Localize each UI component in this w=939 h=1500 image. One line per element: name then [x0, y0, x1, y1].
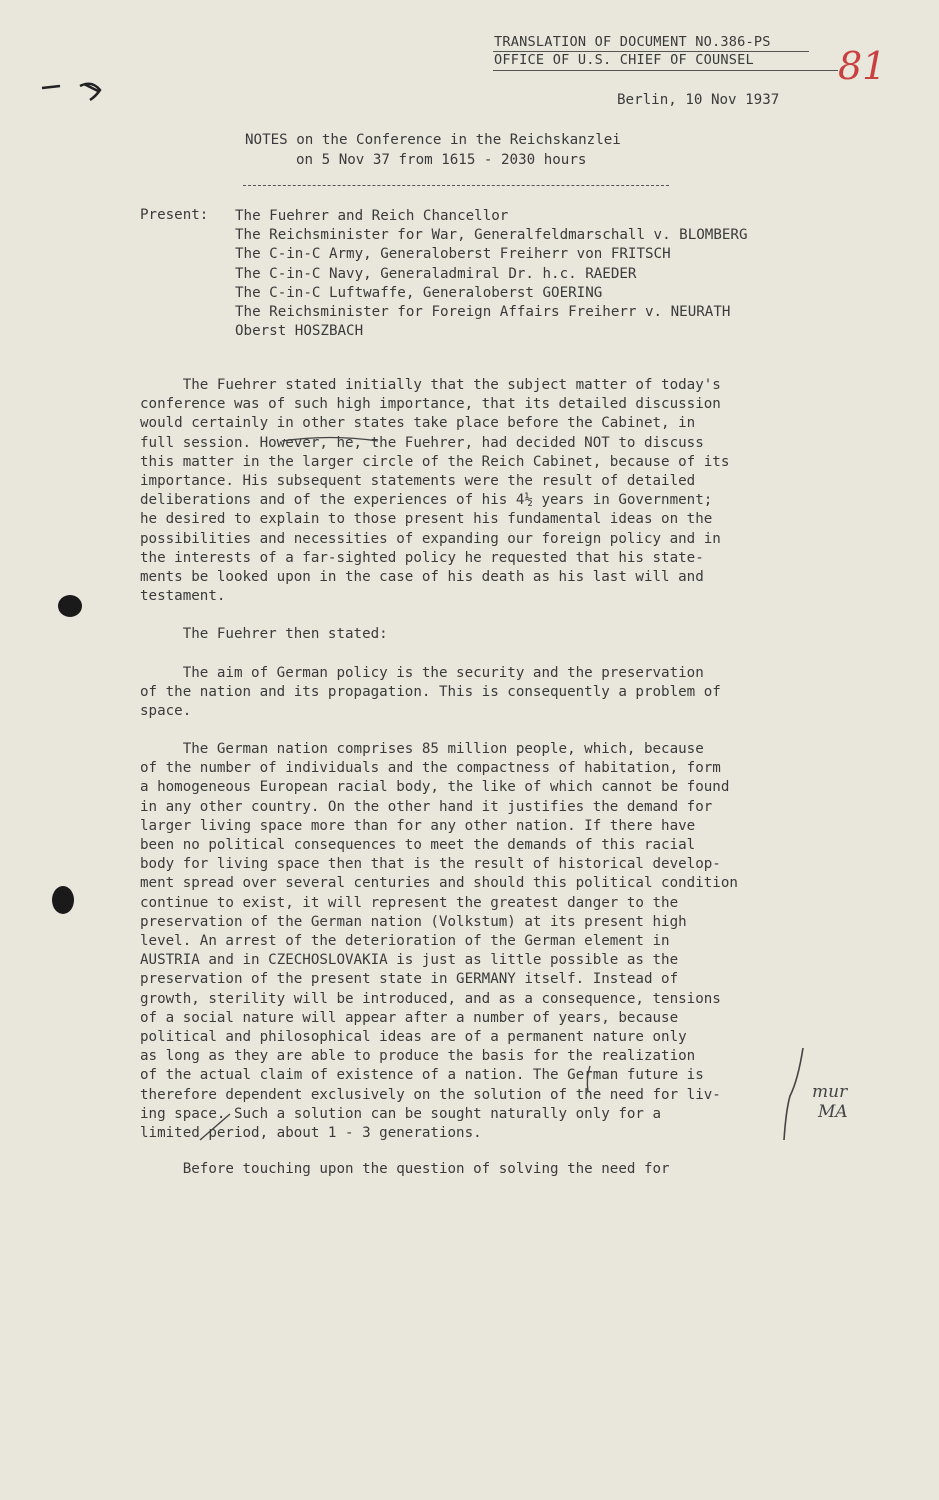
- text-line: of a social nature will appear after a number of years, because: [140, 1009, 679, 1026]
- text-line: full session. However, he, the Fuehrer, had decided NOT to discuss: [140, 434, 704, 451]
- text-line: conference was of such high importance, that its detailed discussion: [140, 396, 721, 413]
- margin-annotation-line-1: mur: [812, 1082, 848, 1102]
- text-line: ing space. Such a solution can be sought naturally only for a: [140, 1105, 662, 1122]
- attendee-list: [235, 207, 748, 341]
- header-underline-2: [493, 70, 838, 71]
- attendee: The Reichsminister for War, Generalfeldmarschall v. BLOMBERG: [235, 227, 748, 244]
- text-line: of the nation and its propagation. This is consequently a problem of: [140, 684, 721, 701]
- paragraph-introduction: [140, 376, 812, 606]
- attendee: The Reichsminister for Foreign Affairs Freiherr v. NEURATH: [235, 304, 731, 321]
- attendee: The Fuehrer and Reich Chancellor: [235, 208, 509, 224]
- text-line: as long as they are able to produce the basis for the realization: [140, 1048, 696, 1065]
- text-line: of the actual claim of existence of a nation. The German future is: [140, 1067, 704, 1084]
- attendee: The C-in-C Luftwaffe, Generaloberst GOERING: [235, 284, 603, 301]
- text-line: importance. His subsequent statements were the result of detailed: [140, 473, 696, 490]
- text-line: level. An arrest of the deterioration of the German element in: [140, 933, 670, 950]
- text-line: preservation of the present state in GERMANY itself. Instead of: [140, 971, 679, 988]
- title-line-1: NOTES on the Conference in the Reichskanzlei: [245, 132, 621, 148]
- paragraph-aim-of-policy: [140, 664, 812, 722]
- text-line: political and philosophical ideas are of a permanent nature only: [140, 1029, 687, 1046]
- text-line: Before touching upon the question of solving the need for: [140, 1161, 670, 1177]
- text-line: testament.: [140, 588, 226, 605]
- text-line: The Fuehrer stated initially that the subject matter of today's: [140, 377, 721, 393]
- present-label: Present:: [140, 207, 209, 223]
- margin-annotation: [812, 1082, 848, 1122]
- corner-scribble: [42, 84, 100, 100]
- text-line: growth, sterility will be introduced, and as a consequence, tensions: [140, 990, 721, 1007]
- text-line: ments be looked upon in the case of his death as his last will and: [140, 569, 704, 586]
- text-line: body for living space then that is the result of historical develop-: [140, 856, 721, 873]
- paragraph-fuehrer-stated: [140, 625, 812, 644]
- text-line: continue to exist, it will represent the greatest danger to the: [140, 894, 679, 911]
- punch-hole-lower: [52, 886, 74, 914]
- text-line: possibilities and necessities of expanding our foreign policy and in: [140, 530, 721, 547]
- text-line: therefore dependent exclusively on the solution of the need for liv-: [140, 1086, 721, 1103]
- attendee: The C-in-C Navy, Generaladmiral Dr. h.c. RAEDER: [235, 265, 637, 282]
- text-line: The Fuehrer then stated:: [140, 626, 388, 642]
- attendee: Oberst HOSZBACH: [235, 323, 364, 340]
- title-divider: [243, 185, 669, 186]
- text-line: preservation of the German nation (Volkstum) at its present high: [140, 913, 687, 930]
- text-line: The aim of German policy is the security and the preservation: [140, 665, 704, 681]
- text-line: AUSTRIA and in CZECHOSLOVAKIA is just as little possible as the: [140, 952, 679, 969]
- text-line: of the number of individuals and the compactness of habitation, form: [140, 760, 721, 777]
- text-line: space.: [140, 703, 192, 720]
- document-title: [245, 131, 621, 170]
- document-header-line1: TRANSLATION OF DOCUMENT NO.386-PS: [494, 34, 771, 50]
- margin-annotation-line-2: MA: [818, 1102, 848, 1122]
- text-line: the interests of a far-sighted policy he requested that his state-: [140, 549, 704, 566]
- text-line: limited period, about 1 - 3 generations.: [140, 1125, 482, 1142]
- document-date: Berlin, 10 Nov 1937: [617, 92, 780, 108]
- text-line: deliberations and of the experiences of his 4½ years in Government;: [140, 492, 713, 509]
- text-line: this matter in the larger circle of the Reich Cabinet, because of its: [140, 453, 730, 470]
- paragraph-german-nation: [140, 740, 812, 1143]
- title-line-2: on 5 Nov 37 from 1615 - 2030 hours: [296, 151, 587, 168]
- text-line: ment spread over several centuries and should this political condition: [140, 875, 738, 892]
- text-line: in any other country. On the other hand it justifies the demand for: [140, 798, 713, 815]
- text-line: been no political consequences to meet the demands of this racial: [140, 837, 696, 854]
- punch-hole-upper: [58, 595, 82, 617]
- text-line: larger living space more than for any other nation. If there have: [140, 817, 696, 834]
- document-header-line2: OFFICE OF U.S. CHIEF OF COUNSEL: [494, 52, 754, 68]
- attendee: The C-in-C Army, Generaloberst Freiherr von FRITSCH: [235, 246, 671, 263]
- paragraph-before-touching: [140, 1160, 812, 1179]
- text-line: a homogeneous European racial body, the like of which cannot be found: [140, 779, 730, 796]
- text-line: The German nation comprises 85 million people, which, because: [140, 741, 704, 757]
- text-line: he desired to explain to those present his fundamental ideas on the: [140, 511, 713, 528]
- page-number: 81: [838, 44, 887, 88]
- text-line: would certainly in other states take place before the Cabinet, in: [140, 415, 696, 432]
